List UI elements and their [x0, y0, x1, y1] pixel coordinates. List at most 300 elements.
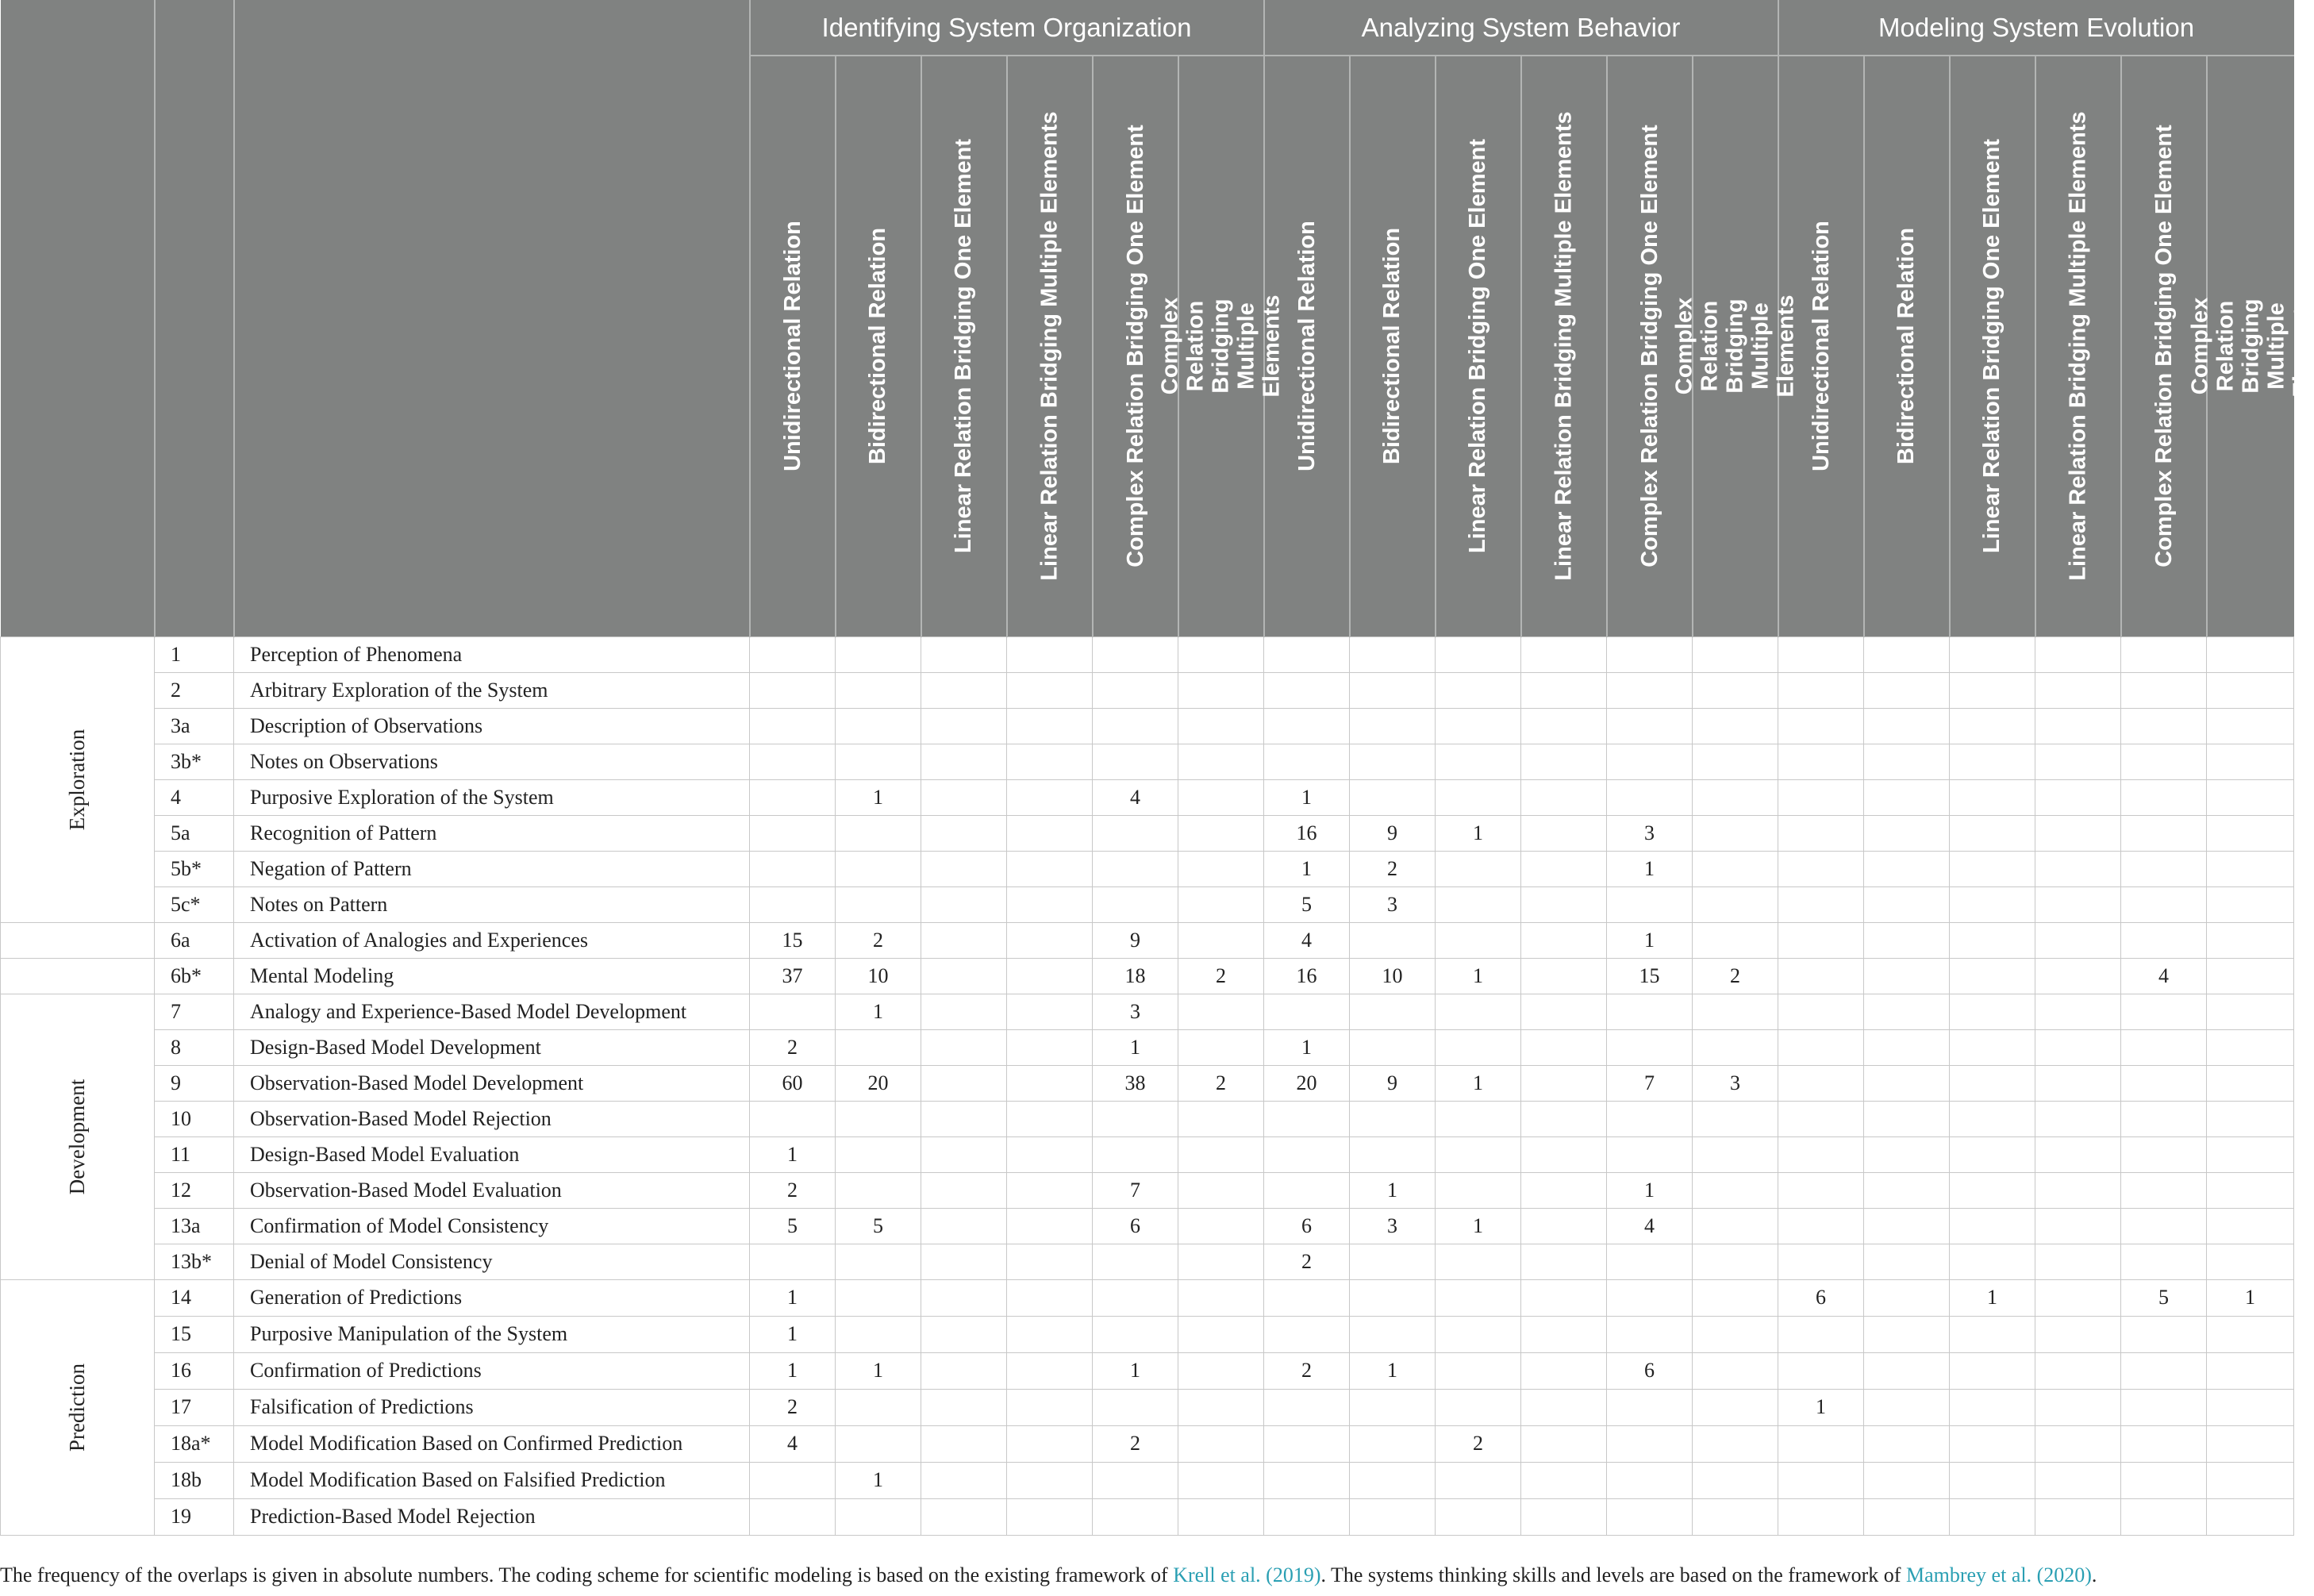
frequency-cell	[1950, 851, 2035, 886]
frequency-cell: 2	[1350, 851, 1436, 886]
frequency-cell	[836, 815, 921, 851]
frequency-cell	[2207, 1316, 2294, 1352]
frequency-cell	[2121, 779, 2207, 815]
frequency-cell	[1864, 1498, 1950, 1535]
table-row	[1, 1316, 2294, 1352]
frequency-cell	[1264, 1136, 1350, 1172]
frequency-cell	[921, 708, 1007, 744]
frequency-cell	[836, 1244, 921, 1279]
frequency-cell	[1521, 994, 1607, 1029]
frequency-cell	[750, 744, 836, 779]
frequency-cell	[1607, 886, 1693, 922]
frequency-cell: 4	[2121, 958, 2207, 994]
frequency-cell	[1607, 1279, 1693, 1316]
subcolumn-label: Complex Relation Bridging Multiple Elements	[1671, 294, 1799, 398]
frequency-cell	[1436, 1316, 1521, 1352]
table-row	[1, 958, 2294, 994]
frequency-cell	[1007, 1316, 1093, 1352]
frequency-cell	[921, 1462, 1007, 1498]
frequency-cell	[1693, 636, 1778, 672]
phase-cell	[1, 636, 155, 922]
frequency-cell	[2035, 922, 2121, 958]
frequency-cell: 1	[1264, 851, 1350, 886]
subcolumn-header	[2035, 56, 2121, 636]
frequency-cell: 4	[1607, 1208, 1693, 1244]
frequency-cell	[1350, 1389, 1436, 1425]
frequency-cell	[2121, 636, 2207, 672]
frequency-cell	[1007, 1029, 1093, 1065]
frequency-cell	[1607, 1389, 1693, 1425]
frequency-cell	[1007, 1462, 1093, 1498]
frequency-cell	[921, 1498, 1007, 1535]
frequency-cell	[1864, 708, 1950, 744]
frequency-cell	[1178, 1208, 1264, 1244]
frequency-cell	[921, 815, 1007, 851]
frequency-cell	[1178, 1244, 1264, 1279]
frequency-cell	[921, 1389, 1007, 1425]
frequency-cell	[2121, 1462, 2207, 1498]
frequency-cell	[1950, 994, 2035, 1029]
frequency-cell	[1778, 1244, 1864, 1279]
frequency-cell: 2	[1264, 1244, 1350, 1279]
frequency-cell	[1436, 779, 1521, 815]
frequency-cell: 16	[1264, 815, 1350, 851]
frequency-cell: 7	[1093, 1172, 1178, 1208]
phase-cell	[1, 1279, 155, 1535]
frequency-cell	[750, 636, 836, 672]
frequency-cell: 16	[1264, 958, 1350, 994]
frequency-cell: 3	[1350, 1208, 1436, 1244]
frequency-cell	[1607, 1244, 1693, 1279]
frequency-cell	[1778, 1352, 1864, 1389]
subcolumn-label: Linear Relation Bridging Multiple Elements	[2065, 111, 2091, 581]
subcolumn-label: Complex Relation Bridging One Element	[1636, 125, 1662, 568]
frequency-cell	[2207, 1136, 2294, 1172]
frequency-cell	[1264, 1425, 1350, 1462]
row-activity-name: Negation of Pattern	[234, 851, 750, 886]
frequency-cell	[1178, 1136, 1264, 1172]
frequency-cell: 1	[836, 779, 921, 815]
row-activity-name: Confirmation of Model Consistency	[234, 1208, 750, 1244]
frequency-cell	[921, 1065, 1007, 1101]
frequency-cell	[2121, 708, 2207, 744]
frequency-cell	[1693, 1316, 1778, 1352]
frequency-cell	[1007, 1279, 1093, 1316]
frequency-cell	[836, 744, 921, 779]
frequency-cell: 1	[1264, 779, 1350, 815]
frequency-cell	[2035, 1244, 2121, 1279]
frequency-cell: 1	[1264, 1029, 1350, 1065]
table-row	[1, 708, 2294, 744]
frequency-cell	[2035, 1462, 2121, 1498]
frequency-cell	[836, 672, 921, 708]
row-number: 5b*	[155, 851, 234, 886]
row-activity-name: Observation-Based Model Evaluation	[234, 1172, 750, 1208]
frequency-cell	[1778, 815, 1864, 851]
frequency-cell	[1436, 1244, 1521, 1279]
subcolumn-label: Unidirectional Relation	[779, 221, 805, 472]
frequency-cell	[2121, 1425, 2207, 1462]
frequency-cell: 10	[1350, 958, 1436, 994]
frequency-cell	[2121, 1101, 2207, 1136]
frequency-cell	[1950, 1172, 2035, 1208]
subcolumn-header	[1950, 56, 2035, 636]
frequency-cell	[1521, 1389, 1607, 1425]
frequency-cell	[1950, 1498, 2035, 1535]
row-activity-name: Model Modification Based on Confirmed Prediction	[234, 1425, 750, 1462]
frequency-cell	[1436, 636, 1521, 672]
row-activity-name: Arbitrary Exploration of the System	[234, 672, 750, 708]
frequency-cell	[1350, 1462, 1436, 1498]
frequency-cell	[1950, 636, 2035, 672]
frequency-cell	[1264, 994, 1350, 1029]
frequency-cell	[2121, 1244, 2207, 1279]
frequency-cell	[1864, 1244, 1950, 1279]
frequency-cell: 6	[1264, 1208, 1350, 1244]
frequency-cell	[2035, 1029, 2121, 1065]
frequency-cell	[750, 815, 836, 851]
frequency-cell	[2035, 636, 2121, 672]
frequency-cell	[2035, 851, 2121, 886]
frequency-cell	[1693, 815, 1778, 851]
row-number: 3b*	[155, 744, 234, 779]
row-number: 10	[155, 1101, 234, 1136]
frequency-cell	[1864, 1462, 1950, 1498]
row-activity-name: Falsification of Predictions	[234, 1389, 750, 1425]
frequency-cell	[1178, 779, 1264, 815]
frequency-cell	[1007, 744, 1093, 779]
frequency-cell	[1007, 1208, 1093, 1244]
frequency-cell: 2	[1693, 958, 1778, 994]
footnote-reference-mambrey[interactable]: Mambrey et al. (2020)	[1905, 1563, 2092, 1586]
frequency-cell	[1350, 1101, 1436, 1136]
frequency-cell	[2207, 815, 2294, 851]
frequency-cell	[1950, 1316, 2035, 1352]
row-activity-name: Observation-Based Model Rejection	[234, 1101, 750, 1136]
table-row	[1, 851, 2294, 886]
table-row	[1, 1172, 2294, 1208]
frequency-cell	[1864, 1172, 1950, 1208]
frequency-cell	[1264, 744, 1350, 779]
frequency-cell	[921, 1208, 1007, 1244]
frequency-cell	[1350, 1244, 1436, 1279]
frequency-cell	[1264, 708, 1350, 744]
frequency-cell	[1778, 851, 1864, 886]
frequency-cell: 15	[750, 922, 836, 958]
frequency-cell	[1864, 851, 1950, 886]
frequency-cell: 1	[1607, 922, 1693, 958]
frequency-cell: 1	[750, 1316, 836, 1352]
row-number: 14	[155, 1279, 234, 1316]
frequency-cell	[1007, 636, 1093, 672]
frequency-cell	[1264, 1462, 1350, 1498]
frequency-cell	[1778, 1462, 1864, 1498]
row-activity-name: Purposive Manipulation of the System	[234, 1316, 750, 1352]
frequency-cell	[1693, 708, 1778, 744]
frequency-cell: 5	[2121, 1279, 2207, 1316]
frequency-cell	[1093, 1279, 1178, 1316]
row-number: 6a	[155, 922, 234, 958]
frequency-cell	[1693, 851, 1778, 886]
subcolumn-header	[1157, 56, 1285, 636]
frequency-cell	[1007, 994, 1093, 1029]
frequency-cell: 3	[1607, 815, 1693, 851]
frequency-cell	[1350, 922, 1436, 958]
frequency-cell	[1350, 1425, 1436, 1462]
frequency-cell: 1	[1350, 1172, 1436, 1208]
header-blank-activity	[234, 0, 750, 636]
frequency-cell	[2121, 886, 2207, 922]
row-activity-name: Design-Based Model Development	[234, 1029, 750, 1065]
frequency-cell: 2	[1436, 1425, 1521, 1462]
frequency-cell	[1521, 1029, 1607, 1065]
frequency-cell	[2121, 744, 2207, 779]
frequency-cell	[1007, 708, 1093, 744]
frequency-cell	[2035, 708, 2121, 744]
frequency-cell	[1950, 1029, 2035, 1065]
frequency-cell	[2035, 1136, 2121, 1172]
frequency-cell	[750, 672, 836, 708]
row-activity-name: Activation of Analogies and Experiences	[234, 922, 750, 958]
frequency-cell	[1950, 1208, 2035, 1244]
frequency-cell: 1	[750, 1136, 836, 1172]
frequency-cell	[2121, 1316, 2207, 1352]
frequency-cell	[1436, 886, 1521, 922]
frequency-cell	[1350, 672, 1436, 708]
frequency-cell	[1693, 922, 1778, 958]
frequency-cell: 2	[1264, 1352, 1350, 1389]
row-activity-name: Confirmation of Predictions	[234, 1352, 750, 1389]
frequency-cell	[2121, 1389, 2207, 1425]
table-row	[1, 779, 2294, 815]
row-number: 8	[155, 1029, 234, 1065]
frequency-cell	[1178, 744, 1264, 779]
frequency-cell	[1693, 1101, 1778, 1136]
frequency-cell	[1778, 1425, 1864, 1462]
frequency-cell	[2035, 1425, 2121, 1462]
frequency-cell	[1950, 672, 2035, 708]
frequency-cell	[1521, 815, 1607, 851]
frequency-cell	[1093, 851, 1178, 886]
phase-label: Prediction	[64, 1363, 89, 1452]
subcolumn-label: Bidirectional Relation	[1379, 228, 1405, 465]
frequency-cell	[2207, 1352, 2294, 1389]
frequency-cell: 1	[836, 1352, 921, 1389]
subcolumn-header	[1864, 56, 1950, 636]
frequency-cell	[1264, 1498, 1350, 1535]
frequency-cell	[2207, 1101, 2294, 1136]
frequency-cell	[1693, 1208, 1778, 1244]
frequency-cell	[1264, 1172, 1350, 1208]
frequency-cell	[1607, 1136, 1693, 1172]
frequency-cell	[1778, 886, 1864, 922]
frequency-cell	[1178, 994, 1264, 1029]
table-row	[1, 994, 2294, 1029]
frequency-cell	[2035, 672, 2121, 708]
frequency-cell	[1178, 1425, 1264, 1462]
row-number: 3a	[155, 708, 234, 744]
frequency-cell	[1950, 1244, 2035, 1279]
frequency-cell	[1436, 1352, 1521, 1389]
frequency-cell	[921, 1316, 1007, 1352]
row-number: 13b*	[155, 1244, 234, 1279]
frequency-cell	[1093, 744, 1178, 779]
frequency-cell	[1007, 1136, 1093, 1172]
table-row	[1, 1244, 2294, 1279]
frequency-cell	[1778, 636, 1864, 672]
group-header-organization: Identifying System Organization	[750, 0, 1264, 56]
frequency-cell	[1007, 1352, 1093, 1389]
frequency-cell	[921, 851, 1007, 886]
table-row	[1, 922, 2294, 958]
frequency-cell	[2207, 779, 2294, 815]
frequency-cell	[1950, 779, 2035, 815]
frequency-cell	[1436, 851, 1521, 886]
frequency-cell: 37	[750, 958, 836, 994]
frequency-cell	[1178, 708, 1264, 744]
frequency-cell	[750, 1244, 836, 1279]
frequency-cell	[1950, 1389, 2035, 1425]
frequency-cell	[1607, 779, 1693, 815]
subcolumn-header	[1671, 56, 1799, 636]
frequency-cell	[836, 1101, 921, 1136]
frequency-cell: 2	[750, 1172, 836, 1208]
frequency-cell	[1607, 1498, 1693, 1535]
phase-cell	[1, 958, 155, 994]
frequency-cell	[1264, 1101, 1350, 1136]
frequency-cell	[1007, 815, 1093, 851]
frequency-cell: 4	[1264, 922, 1350, 958]
frequency-cell	[1693, 1244, 1778, 1279]
frequency-cell	[1178, 1172, 1264, 1208]
frequency-cell	[1521, 1352, 1607, 1389]
subcolumn-label: Bidirectional Relation	[865, 228, 891, 465]
frequency-cell	[1093, 1244, 1178, 1279]
frequency-cell	[1007, 672, 1093, 708]
subcolumn-label: Linear Relation Bridging Multiple Elements	[1036, 111, 1063, 581]
frequency-cell	[921, 1279, 1007, 1316]
frequency-cell: 9	[1350, 1065, 1436, 1101]
frequency-cell	[2207, 1425, 2294, 1462]
frequency-cell	[1950, 1136, 2035, 1172]
group-header-evolution: Modeling System Evolution	[1778, 0, 2294, 56]
frequency-cell	[2207, 708, 2294, 744]
frequency-cell	[921, 1425, 1007, 1462]
subcolumn-header	[836, 56, 921, 636]
row-number: 7	[155, 994, 234, 1029]
table-row	[1, 886, 2294, 922]
frequency-cell	[1178, 1352, 1264, 1389]
frequency-cell	[836, 636, 921, 672]
frequency-cell	[2207, 994, 2294, 1029]
frequency-cell	[1093, 1498, 1178, 1535]
row-activity-name: Purposive Exploration of the System	[234, 779, 750, 815]
frequency-cell	[1264, 1316, 1350, 1352]
subcolumn-header	[1436, 56, 1521, 636]
frequency-cell	[1350, 636, 1436, 672]
frequency-cell	[1093, 1101, 1178, 1136]
frequency-cell	[1778, 672, 1864, 708]
frequency-cell: 6	[1778, 1279, 1864, 1316]
frequency-cell	[1778, 994, 1864, 1029]
frequency-cell	[1093, 886, 1178, 922]
frequency-cell	[1007, 922, 1093, 958]
frequency-cell: 1	[750, 1352, 836, 1389]
table-row	[1, 1279, 2294, 1316]
frequency-cell: 5	[1264, 886, 1350, 922]
frequency-cell	[1864, 815, 1950, 851]
frequency-cell	[1864, 779, 1950, 815]
frequency-cell: 1	[1950, 1279, 2035, 1316]
frequency-cell	[836, 1279, 921, 1316]
frequency-cell	[2207, 922, 2294, 958]
subcolumn-label: Linear Relation Bridging Multiple Elements	[1551, 111, 1577, 581]
frequency-cell	[1264, 1389, 1350, 1425]
frequency-cell	[2207, 1029, 2294, 1065]
frequency-cell	[1264, 1279, 1350, 1316]
row-number: 11	[155, 1136, 234, 1172]
subcolumn-header	[750, 56, 836, 636]
frequency-cell	[750, 708, 836, 744]
frequency-cell	[836, 708, 921, 744]
frequency-cell	[1436, 1172, 1521, 1208]
frequency-cell	[921, 1352, 1007, 1389]
frequency-cell	[1864, 922, 1950, 958]
row-number: 18b	[155, 1462, 234, 1498]
frequency-cell	[1264, 672, 1350, 708]
frequency-cell	[1178, 886, 1264, 922]
frequency-cell	[750, 1101, 836, 1136]
frequency-cell	[1436, 1462, 1521, 1498]
frequency-cell	[1521, 922, 1607, 958]
frequency-cell	[1178, 1389, 1264, 1425]
frequency-cell	[2207, 1208, 2294, 1244]
frequency-cell	[2035, 1498, 2121, 1535]
frequency-cell: 1	[1778, 1389, 1864, 1425]
table-row	[1, 1208, 2294, 1244]
frequency-cell	[1093, 1389, 1178, 1425]
frequency-cell	[1178, 922, 1264, 958]
frequency-cell	[1864, 672, 1950, 708]
frequency-cell: 2	[836, 922, 921, 958]
frequency-cell	[1436, 1136, 1521, 1172]
frequency-cell	[1436, 1101, 1521, 1136]
frequency-cell: 9	[1350, 815, 1436, 851]
frequency-cell	[2035, 1279, 2121, 1316]
row-number: 18a*	[155, 1425, 234, 1462]
frequency-cell	[1693, 744, 1778, 779]
frequency-cell	[1093, 1462, 1178, 1498]
frequency-cell	[2207, 1462, 2294, 1498]
row-activity-name: Recognition of Pattern	[234, 815, 750, 851]
frequency-cell	[836, 1498, 921, 1535]
frequency-cell	[1521, 1172, 1607, 1208]
row-activity-name: Mental Modeling	[234, 958, 750, 994]
footnote-reference-krell[interactable]: Krell et al. (2019)	[1173, 1563, 1321, 1586]
subcolumn-label: Complex Relation Bridging One Element	[1122, 125, 1148, 568]
frequency-cell	[921, 886, 1007, 922]
frequency-cell: 1	[836, 1462, 921, 1498]
frequency-cell	[1778, 1498, 1864, 1535]
frequency-cell	[1778, 1316, 1864, 1352]
frequency-cell	[750, 1462, 836, 1498]
subcolumn-label: Unidirectional Relation	[1293, 221, 1320, 472]
frequency-cell	[1778, 1101, 1864, 1136]
frequency-cell	[750, 886, 836, 922]
frequency-cell	[2207, 1498, 2294, 1535]
frequency-cell: 1	[836, 994, 921, 1029]
frequency-cell	[1693, 1352, 1778, 1389]
